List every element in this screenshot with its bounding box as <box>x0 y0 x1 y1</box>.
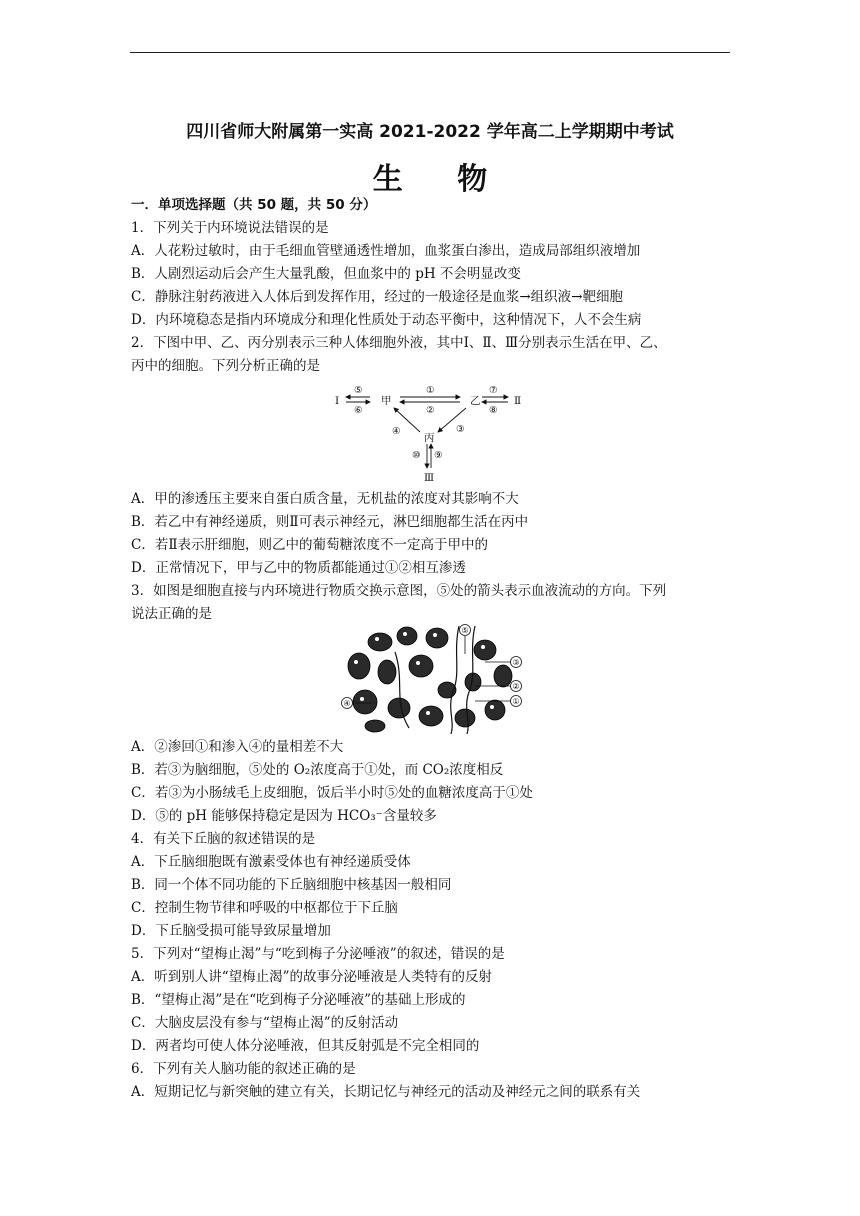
arrow-label-1: ① <box>426 385 435 396</box>
arrow-label-3: ③ <box>456 424 465 435</box>
q3-option-c: C．若③为小肠绒毛上皮细胞，饭后半小时⑤处的血糖浓度高于①处 <box>131 785 533 801</box>
cell-exchange-illustration <box>335 622 535 734</box>
label-4: ④ <box>343 699 351 708</box>
q3-option-a: A．②渗回①和渗入④的量相差不大 <box>131 739 344 755</box>
exam-title: 四川省师大附属第一实高 2021-2022 学年高二上学期期中考试 <box>186 122 674 142</box>
arrow-label-7: ⑦ <box>489 385 498 396</box>
arrow-label-5: ⑤ <box>354 385 363 396</box>
fluid-relation-diagram <box>330 380 530 485</box>
q6-option-a: A．短期记忆与新突触的建立有关，长期记忆与神经元的活动及神经元之间的联系有关 <box>131 1084 641 1100</box>
q1-option-b: B．人剧烈运动后会产生大量乳酸，但血浆中的 pH 不会明显改变 <box>131 266 521 282</box>
question-3: 3．如图是细胞直接与内环境进行物质交换示意图，⑤处的箭头表示血液流动的方向。下列 <box>131 583 667 599</box>
label-1: ① <box>512 697 520 706</box>
q1-option-a: A．人花粉过敏时，由于毛细血管壁通透性增加，血浆蛋白渗出，造成局部组织液增加 <box>131 243 641 259</box>
cell-i: Ⅰ <box>335 395 340 407</box>
question-4: 4．有关下丘脑的叙述错误的是 <box>131 831 316 847</box>
q5-option-b: B．“望梅止渴”是在“吃到梅子分泌唾液”的基础上形成的 <box>131 992 466 1008</box>
arrow-label-10: ⑩ <box>412 450 421 461</box>
subject-title: 生 物 <box>372 162 510 197</box>
q4-option-a: A．下丘脑细胞既有激素受体也有神经递质受体 <box>131 854 411 870</box>
q4-option-b: B．同一个体不同功能的下丘脑细胞中核基因一般相同 <box>131 877 452 893</box>
arrow-label-9: ⑨ <box>434 450 443 461</box>
question-2-cont: 丙中的细胞。下列分析正确的是 <box>131 358 320 374</box>
node-bing: 丙 <box>424 432 435 444</box>
cell-iii: Ⅲ <box>424 472 435 484</box>
q1-option-c: C．静脉注射药液进入人体后到发挥作用，经过的一般途径是血浆→组织液→靶细胞 <box>131 289 623 305</box>
q4-option-d: D．下丘脑受损可能导致尿量增加 <box>131 923 331 939</box>
q2-option-a: A．甲的渗透压主要来自蛋白质含量，无机盐的浓度对其影响不大 <box>131 491 519 507</box>
question-2: 2．下图中甲、乙、丙分别表示三种人体细胞外液，其中Ⅰ、Ⅱ、Ⅲ分别表示生活在甲、乙、 <box>131 335 667 351</box>
q2-option-b: B．若乙中有神经递质，则Ⅱ可表示神经元，淋巴细胞都生活在丙中 <box>131 514 529 530</box>
question-5: 5．下列对“望梅止渴”与“吃到梅子分泌唾液”的叙述，错误的是 <box>131 946 505 962</box>
node-jia: 甲 <box>381 395 392 407</box>
q2-option-d: D．正常情况下，甲与乙中的物质都能通过①②相互渗透 <box>131 560 466 576</box>
node-yi: 乙 <box>470 395 481 407</box>
q5-option-c: C．大脑皮层没有参与“望梅止渴”的反射活动 <box>131 1015 399 1031</box>
label-2: ② <box>512 682 520 691</box>
q4-option-c: C．控制生物节律和呼吸的中枢都位于下丘脑 <box>131 900 398 916</box>
q5-option-d: D．两者均可使人体分泌唾液，但其反射弧是不完全相同的 <box>131 1038 480 1054</box>
q3-option-d: D．⑤的 pH 能够保持稳定是因为 HCO₃⁻含量较多 <box>131 808 437 824</box>
arrow-label-8: ⑧ <box>489 405 498 416</box>
label-5: ⑤ <box>461 626 469 635</box>
question-1: 1．下列关于内环境说法错误的是 <box>131 220 329 236</box>
section-heading: 一．单项选择题（共 50 题，共 50 分） <box>131 197 377 213</box>
cell-ii: Ⅱ <box>514 395 522 407</box>
q1-option-d: D．内环境稳态是指内环境成分和理化性质处于动态平衡中，这种情况下，人不会生病 <box>131 312 642 328</box>
question-3-cont: 说法正确的是 <box>131 606 212 622</box>
arrow-label-4: ④ <box>392 426 401 437</box>
header-rule <box>130 52 730 53</box>
q3-option-b: B．若③为脑细胞，⑤处的 O₂浓度高于①处，而 CO₂浓度相反 <box>131 762 504 778</box>
q2-option-c: C．若Ⅱ表示肝细胞，则乙中的葡萄糖浓度不一定高于甲中的 <box>131 537 489 553</box>
question-6: 6．下列有关人脑功能的叙述正确的是 <box>131 1061 356 1077</box>
arrow-label-2: ② <box>426 405 435 416</box>
label-3: ③ <box>512 658 520 667</box>
arrow-label-6: ⑥ <box>354 405 363 416</box>
q5-option-a: A．听到别人讲“望梅止渴”的故事分泌唾液是人类特有的反射 <box>131 969 493 985</box>
